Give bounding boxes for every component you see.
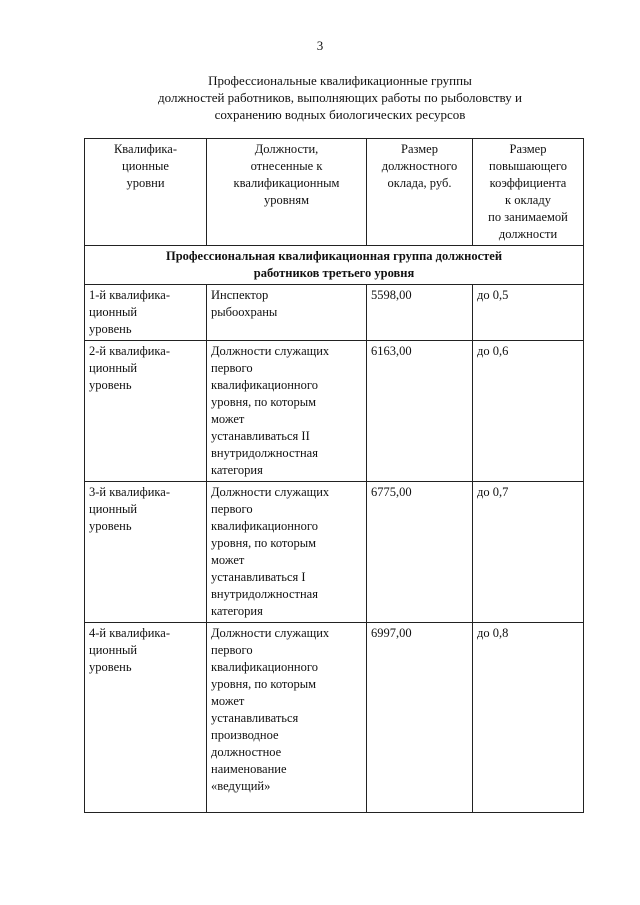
cell-line: ционные (122, 159, 169, 173)
cell-line: Размер (509, 142, 547, 156)
cell-line: повышающего (489, 159, 567, 173)
position-cell (207, 285, 367, 341)
table-row (85, 623, 584, 813)
table-row (85, 482, 584, 623)
level-cell (85, 482, 207, 623)
table-row (85, 285, 584, 341)
cell-line: уровня, по которым (211, 395, 317, 409)
cell-line: устанавливаться II (211, 429, 310, 443)
cell-line: 2-й квалифика- (89, 344, 171, 358)
page-number: 3 (316, 38, 324, 53)
cell-line: Инспектор (211, 288, 269, 302)
cell-line: «ведущий» (211, 779, 271, 793)
document-title (60, 72, 620, 123)
position-cell (207, 482, 367, 623)
group-title (85, 246, 584, 285)
cell-line: уровня, по которым (211, 677, 317, 691)
table-row (85, 341, 584, 482)
cell-line: может (211, 412, 245, 426)
cell-line: Квалифика- (113, 142, 178, 156)
cell-line: Должности служащих (211, 626, 330, 640)
salary-cell: 6997,00 (367, 623, 473, 813)
position-cell (207, 341, 367, 482)
cell-line: оклада, руб. (387, 176, 452, 190)
cell-line: устанавливаться (211, 711, 299, 725)
cell-line: Должности служащих (211, 485, 330, 499)
coefficient-cell: до 0,7 (473, 482, 584, 623)
cell-line: должностное (211, 745, 282, 759)
cell-line: категория (211, 604, 263, 618)
qualification-table (84, 138, 584, 813)
cell-line: наименование (211, 762, 287, 776)
cell-line: Профессиональная квалификационная группа должностей (165, 249, 503, 263)
cell-line: 4-й квалифика- (89, 626, 171, 640)
cell-line: по занимаемой (488, 210, 568, 224)
header-salary (367, 139, 473, 246)
cell-line: рыбоохраны (211, 305, 278, 319)
header-coefficient (473, 139, 584, 246)
cell-line: Должности служащих (211, 344, 330, 358)
coefficient-cell: до 0,8 (473, 623, 584, 813)
cell-line: устанавливаться I (211, 570, 306, 584)
cell-line: квалификационного (211, 519, 318, 533)
cell-line: работников третьего уровня (253, 266, 415, 280)
level-cell (85, 623, 207, 813)
coefficient-cell: до 0,6 (473, 341, 584, 482)
cell-line: уровень (89, 519, 132, 533)
level-cell (85, 341, 207, 482)
cell-line: коэффициента (489, 176, 567, 190)
cell-line: первого (211, 643, 253, 657)
table-header-row (85, 139, 584, 246)
header-positions (207, 139, 367, 246)
header-level (85, 139, 207, 246)
cell-line: может (211, 553, 245, 567)
cell-line: квалификационного (211, 660, 318, 674)
cell-line: 1-й квалифика- (89, 288, 171, 302)
cell-line: уровень (89, 322, 132, 336)
cell-line: уровни (126, 176, 165, 190)
cell-line: Размер (401, 142, 438, 156)
position-cell (207, 623, 367, 813)
cell-line: производное (211, 728, 279, 742)
cell-line: уровень (89, 378, 132, 392)
cell-line: уровням (263, 193, 309, 207)
cell-line: к окладу (505, 193, 551, 207)
title-line-1: Профессиональные квалификационные группы (208, 73, 472, 88)
cell-line: квалификационного (211, 378, 318, 392)
cell-line: ционный (89, 643, 138, 657)
cell-line: внутридолжностная (211, 446, 318, 460)
cell-line: 3-й квалифика- (89, 485, 171, 499)
group-row (85, 246, 584, 285)
cell-line: может (211, 694, 245, 708)
cell-line: ционный (89, 305, 138, 319)
salary-cell: 6775,00 (367, 482, 473, 623)
cell-line: ционный (89, 361, 138, 375)
cell-line: внутридолжностная (211, 587, 318, 601)
cell-line: квалификационным (233, 176, 340, 190)
cell-line: уровня, по которым (211, 536, 317, 550)
cell-line: Должности, (254, 142, 319, 156)
title-line-3: сохранению водных биологических ресурсов (214, 107, 466, 122)
cell-line: уровень (89, 660, 132, 674)
title-line-2: должностей работников, выполняющих работы по рыболовству и (158, 90, 522, 105)
cell-line: ционный (89, 502, 138, 516)
cell-line: первого (211, 361, 253, 375)
salary-cell: 6163,00 (367, 341, 473, 482)
cell-line: должности (498, 227, 558, 241)
cell-line: должностного (381, 159, 458, 173)
cell-line: первого (211, 502, 253, 516)
coefficient-cell: до 0,5 (473, 285, 584, 341)
cell-line: отнесенные к (250, 159, 323, 173)
salary-cell: 5598,00 (367, 285, 473, 341)
level-cell (85, 285, 207, 341)
cell-line: категория (211, 463, 263, 477)
